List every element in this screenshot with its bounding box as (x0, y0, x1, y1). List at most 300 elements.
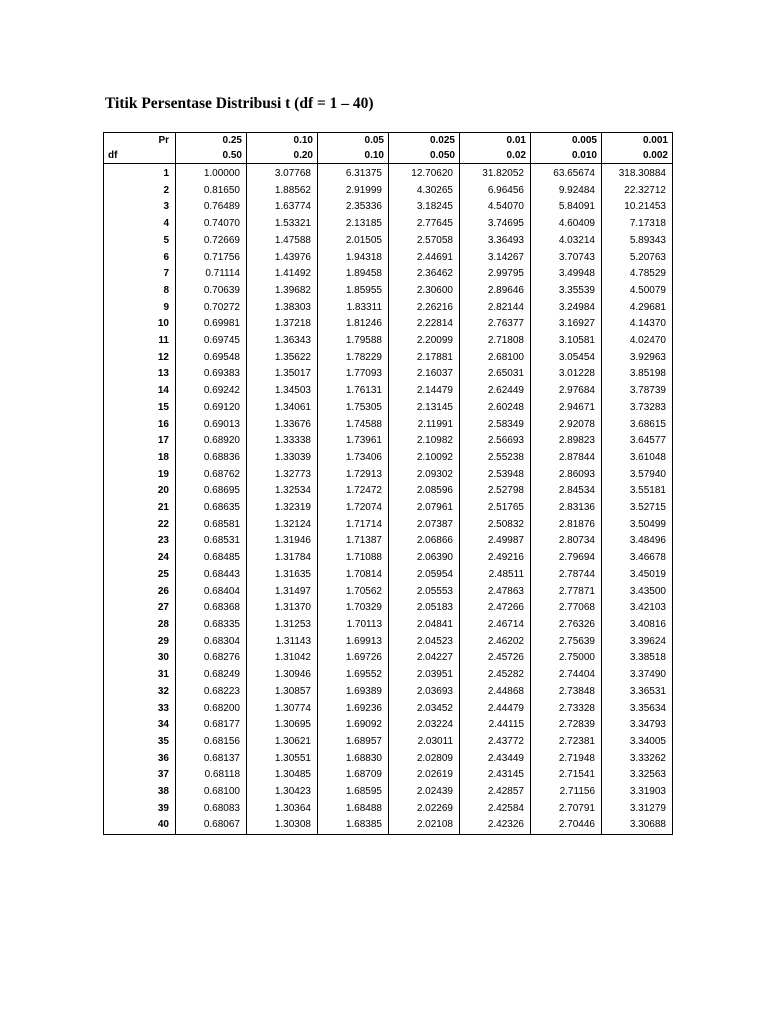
value-cell: 2.42584 (460, 801, 531, 818)
value-cell: 1.30551 (247, 751, 318, 768)
header-cell: 0.050 (389, 148, 460, 164)
value-cell: 3.24984 (531, 300, 602, 317)
value-cell: 3.64577 (602, 433, 673, 450)
df-cell: 38 (104, 784, 176, 801)
value-cell: 3.39624 (602, 634, 673, 651)
value-cell: 0.70272 (176, 300, 247, 317)
value-cell: 3.10581 (531, 333, 602, 350)
value-cell: 3.42103 (602, 600, 673, 617)
value-cell: 1.30857 (247, 684, 318, 701)
value-cell: 2.97684 (531, 383, 602, 400)
value-cell: 2.04523 (389, 634, 460, 651)
value-cell: 2.44479 (460, 701, 531, 718)
header-cell: 0.001 (602, 133, 673, 149)
value-cell: 2.74404 (531, 667, 602, 684)
value-cell: 10.21453 (602, 199, 673, 216)
value-cell: 31.82052 (460, 164, 531, 183)
value-cell: 2.77871 (531, 584, 602, 601)
value-cell: 2.75000 (531, 650, 602, 667)
value-cell: 1.31946 (247, 533, 318, 550)
value-cell: 1.33039 (247, 450, 318, 467)
value-cell: 0.69013 (176, 417, 247, 434)
value-cell: 2.47863 (460, 584, 531, 601)
value-cell: 2.83136 (531, 500, 602, 517)
value-cell: 2.20099 (389, 333, 460, 350)
table-row (104, 634, 673, 651)
df-cell: 10 (104, 316, 176, 333)
table-row (104, 400, 673, 417)
value-cell: 7.17318 (602, 216, 673, 233)
value-cell: 0.68920 (176, 433, 247, 450)
df-cell: 2 (104, 183, 176, 200)
value-cell: 4.60409 (531, 216, 602, 233)
value-cell: 2.06390 (389, 550, 460, 567)
value-cell: 3.45019 (602, 567, 673, 584)
table-row (104, 784, 673, 801)
df-cell: 6 (104, 250, 176, 267)
value-cell: 2.55238 (460, 450, 531, 467)
table-header (104, 133, 673, 164)
value-cell: 4.50079 (602, 283, 673, 300)
value-cell: 0.68137 (176, 751, 247, 768)
value-cell: 1.69913 (318, 634, 389, 651)
value-cell: 1.72472 (318, 483, 389, 500)
value-cell: 1.68595 (318, 784, 389, 801)
value-cell: 2.76326 (531, 617, 602, 634)
value-cell: 6.96456 (460, 183, 531, 200)
value-cell: 2.50832 (460, 517, 531, 534)
value-cell: 0.68304 (176, 634, 247, 651)
value-cell: 2.03224 (389, 717, 460, 734)
value-cell: 1.37218 (247, 316, 318, 333)
value-cell: 3.73283 (602, 400, 673, 417)
value-cell: 2.73848 (531, 684, 602, 701)
value-cell: 1.31497 (247, 584, 318, 601)
value-cell: 2.87844 (531, 450, 602, 467)
value-cell: 2.46202 (460, 634, 531, 651)
value-cell: 1.34061 (247, 400, 318, 417)
value-cell: 2.77645 (389, 216, 460, 233)
value-cell: 1.53321 (247, 216, 318, 233)
value-cell: 2.01505 (318, 233, 389, 250)
value-cell: 2.73328 (531, 701, 602, 718)
value-cell: 2.42326 (460, 817, 531, 834)
value-cell: 2.49987 (460, 533, 531, 550)
value-cell: 3.52715 (602, 500, 673, 517)
value-cell: 0.69383 (176, 366, 247, 383)
table-row (104, 467, 673, 484)
value-cell: 1.31635 (247, 567, 318, 584)
table-row (104, 316, 673, 333)
df-cell: 8 (104, 283, 176, 300)
header-cell: 0.25 (176, 133, 247, 149)
value-cell: 1.85955 (318, 283, 389, 300)
df-cell: 9 (104, 300, 176, 317)
value-cell: 2.43772 (460, 734, 531, 751)
df-cell: 35 (104, 734, 176, 751)
header-cell: 0.02 (460, 148, 531, 164)
value-cell: 2.75639 (531, 634, 602, 651)
df-cell: 26 (104, 584, 176, 601)
df-cell: 32 (104, 684, 176, 701)
table-row (104, 751, 673, 768)
value-cell: 1.89458 (318, 266, 389, 283)
df-cell: 27 (104, 600, 176, 617)
value-cell: 1.34503 (247, 383, 318, 400)
table-row (104, 567, 673, 584)
value-cell: 3.01228 (531, 366, 602, 383)
value-cell: 2.71948 (531, 751, 602, 768)
header-cell: 0.010 (531, 148, 602, 164)
value-cell: 3.49948 (531, 266, 602, 283)
value-cell: 2.81876 (531, 517, 602, 534)
value-cell: 0.68177 (176, 717, 247, 734)
value-cell: 3.55181 (602, 483, 673, 500)
value-cell: 5.89343 (602, 233, 673, 250)
value-cell: 3.37490 (602, 667, 673, 684)
df-cell: 24 (104, 550, 176, 567)
value-cell: 1.70113 (318, 617, 389, 634)
table-row (104, 266, 673, 283)
value-cell: 1.32124 (247, 517, 318, 534)
value-cell: 2.02809 (389, 751, 460, 768)
df-cell: 19 (104, 467, 176, 484)
value-cell: 1.32773 (247, 467, 318, 484)
value-cell: 3.36493 (460, 233, 531, 250)
df-cell: 14 (104, 383, 176, 400)
header-cell: 0.10 (318, 148, 389, 164)
value-cell: 1.30695 (247, 717, 318, 734)
value-cell: 0.71756 (176, 250, 247, 267)
value-cell: 2.07387 (389, 517, 460, 534)
value-cell: 0.74070 (176, 216, 247, 233)
value-cell: 3.34793 (602, 717, 673, 734)
table-row (104, 216, 673, 233)
table-row (104, 450, 673, 467)
value-cell: 2.05954 (389, 567, 460, 584)
df-cell: 21 (104, 500, 176, 517)
value-cell: 2.89823 (531, 433, 602, 450)
value-cell: 2.47266 (460, 600, 531, 617)
df-cell: 11 (104, 333, 176, 350)
table-row (104, 250, 673, 267)
table-row (104, 650, 673, 667)
table-row (104, 617, 673, 634)
value-cell: 2.08596 (389, 483, 460, 500)
value-cell: 1.31143 (247, 634, 318, 651)
value-cell: 5.84091 (531, 199, 602, 216)
table-row (104, 366, 673, 383)
value-cell: 1.75305 (318, 400, 389, 417)
value-cell: 0.69981 (176, 316, 247, 333)
value-cell: 1.30946 (247, 667, 318, 684)
value-cell: 4.30265 (389, 183, 460, 200)
value-cell: 0.68368 (176, 600, 247, 617)
table-row (104, 801, 673, 818)
value-cell: 1.38303 (247, 300, 318, 317)
value-cell: 22.32712 (602, 183, 673, 200)
value-cell: 318.30884 (602, 164, 673, 183)
value-cell: 1.70814 (318, 567, 389, 584)
value-cell: 1.31370 (247, 600, 318, 617)
table-row (104, 584, 673, 601)
value-cell: 3.33262 (602, 751, 673, 768)
value-cell: 2.43449 (460, 751, 531, 768)
df-cell: 17 (104, 433, 176, 450)
value-cell: 1.73406 (318, 450, 389, 467)
table-row (104, 817, 673, 834)
table-row (104, 717, 673, 734)
value-cell: 2.72839 (531, 717, 602, 734)
value-cell: 1.74588 (318, 417, 389, 434)
df-cell: 25 (104, 567, 176, 584)
value-cell: 3.31903 (602, 784, 673, 801)
value-cell: 2.10092 (389, 450, 460, 467)
df-cell: 39 (104, 801, 176, 818)
value-cell: 2.17881 (389, 350, 460, 367)
value-cell: 2.56693 (460, 433, 531, 450)
value-cell: 0.69745 (176, 333, 247, 350)
value-cell: 0.69120 (176, 400, 247, 417)
table-row (104, 164, 673, 183)
value-cell: 0.70639 (176, 283, 247, 300)
value-cell: 2.76377 (460, 316, 531, 333)
value-cell: 1.68957 (318, 734, 389, 751)
df-label: df (104, 148, 176, 164)
value-cell: 2.44868 (460, 684, 531, 701)
value-cell: 0.69242 (176, 383, 247, 400)
value-cell: 1.35017 (247, 366, 318, 383)
value-cell: 2.84534 (531, 483, 602, 500)
value-cell: 0.68156 (176, 734, 247, 751)
value-cell: 0.71114 (176, 266, 247, 283)
value-cell: 2.70446 (531, 817, 602, 834)
value-cell: 1.70562 (318, 584, 389, 601)
value-cell: 3.18245 (389, 199, 460, 216)
value-cell: 3.61048 (602, 450, 673, 467)
df-cell: 7 (104, 266, 176, 283)
header-cell: 0.50 (176, 148, 247, 164)
value-cell: 2.30600 (389, 283, 460, 300)
value-cell: 3.85198 (602, 366, 673, 383)
df-cell: 13 (104, 366, 176, 383)
value-cell: 2.80734 (531, 533, 602, 550)
value-cell: 2.52798 (460, 483, 531, 500)
value-cell: 1.35622 (247, 350, 318, 367)
df-cell: 40 (104, 817, 176, 834)
value-cell: 2.16037 (389, 366, 460, 383)
header-cell: 0.025 (389, 133, 460, 149)
value-cell: 6.31375 (318, 164, 389, 183)
table-row (104, 350, 673, 367)
table-row (104, 500, 673, 517)
table-row (104, 767, 673, 784)
df-cell: 12 (104, 350, 176, 367)
value-cell: 2.71541 (531, 767, 602, 784)
header-cell: 0.10 (247, 133, 318, 149)
df-cell: 20 (104, 483, 176, 500)
value-cell: 1.71714 (318, 517, 389, 534)
value-cell: 2.60248 (460, 400, 531, 417)
value-cell: 2.43145 (460, 767, 531, 784)
header-cell: 0.05 (318, 133, 389, 149)
value-cell: 2.72381 (531, 734, 602, 751)
df-cell: 23 (104, 533, 176, 550)
value-cell: 0.76489 (176, 199, 247, 216)
value-cell: 3.07768 (247, 164, 318, 183)
value-cell: 1.31253 (247, 617, 318, 634)
value-cell: 1.30308 (247, 817, 318, 834)
value-cell: 1.68488 (318, 801, 389, 818)
table-row (104, 300, 673, 317)
value-cell: 1.47588 (247, 233, 318, 250)
value-cell: 2.05183 (389, 600, 460, 617)
value-cell: 2.02439 (389, 784, 460, 801)
value-cell: 1.83311 (318, 300, 389, 317)
value-cell: 4.03214 (531, 233, 602, 250)
header-row-two-tailed (104, 148, 673, 164)
value-cell: 2.48511 (460, 567, 531, 584)
value-cell: 1.43976 (247, 250, 318, 267)
value-cell: 3.48496 (602, 533, 673, 550)
value-cell: 3.78739 (602, 383, 673, 400)
value-cell: 5.20763 (602, 250, 673, 267)
value-cell: 2.04227 (389, 650, 460, 667)
table-row (104, 183, 673, 200)
value-cell: 1.88562 (247, 183, 318, 200)
value-cell: 2.99795 (460, 266, 531, 283)
value-cell: 0.68443 (176, 567, 247, 584)
value-cell: 1.30774 (247, 701, 318, 718)
page-title: Titik Persentase Distribusi t (df = 1 – 40) (105, 95, 374, 112)
value-cell: 2.71156 (531, 784, 602, 801)
df-cell: 5 (104, 233, 176, 250)
value-cell: 2.09302 (389, 467, 460, 484)
header-cell: 0.01 (460, 133, 531, 149)
value-cell: 0.68404 (176, 584, 247, 601)
df-cell: 16 (104, 417, 176, 434)
header-cell: 0.002 (602, 148, 673, 164)
value-cell: 3.38518 (602, 650, 673, 667)
value-cell: 0.68635 (176, 500, 247, 517)
value-cell: 1.72913 (318, 467, 389, 484)
header-cell: 0.20 (247, 148, 318, 164)
value-cell: 2.51765 (460, 500, 531, 517)
table-body (104, 164, 673, 835)
value-cell: 2.03951 (389, 667, 460, 684)
value-cell: 4.14370 (602, 316, 673, 333)
value-cell: 0.68485 (176, 550, 247, 567)
value-cell: 3.35634 (602, 701, 673, 718)
value-cell: 3.46678 (602, 550, 673, 567)
t-distribution-table (103, 132, 673, 835)
value-cell: 3.34005 (602, 734, 673, 751)
value-cell: 4.02470 (602, 333, 673, 350)
header-cell: 0.005 (531, 133, 602, 149)
table-row (104, 667, 673, 684)
value-cell: 3.14267 (460, 250, 531, 267)
value-cell: 1.69236 (318, 701, 389, 718)
value-cell: 2.13185 (318, 216, 389, 233)
value-cell: 12.70620 (389, 164, 460, 183)
value-cell: 1.94318 (318, 250, 389, 267)
value-cell: 2.07961 (389, 500, 460, 517)
value-cell: 0.72669 (176, 233, 247, 250)
value-cell: 2.05553 (389, 584, 460, 601)
table-row (104, 701, 673, 718)
header-row-one-tailed (104, 133, 673, 149)
value-cell: 2.35336 (318, 199, 389, 216)
value-cell: 0.68249 (176, 667, 247, 684)
value-cell: 1.68709 (318, 767, 389, 784)
value-cell: 3.30688 (602, 817, 673, 834)
value-cell: 1.31042 (247, 650, 318, 667)
value-cell: 2.70791 (531, 801, 602, 818)
table-row (104, 433, 673, 450)
value-cell: 1.30621 (247, 734, 318, 751)
value-cell: 1.33676 (247, 417, 318, 434)
value-cell: 1.79588 (318, 333, 389, 350)
value-cell: 2.45726 (460, 650, 531, 667)
value-cell: 2.36462 (389, 266, 460, 283)
value-cell: 0.68335 (176, 617, 247, 634)
value-cell: 1.30364 (247, 801, 318, 818)
value-cell: 2.94671 (531, 400, 602, 417)
table-row (104, 199, 673, 216)
value-cell: 1.81246 (318, 316, 389, 333)
value-cell: 2.89646 (460, 283, 531, 300)
df-cell: 3 (104, 199, 176, 216)
value-cell: 0.68067 (176, 817, 247, 834)
value-cell: 1.76131 (318, 383, 389, 400)
value-cell: 2.49216 (460, 550, 531, 567)
value-cell: 0.68695 (176, 483, 247, 500)
df-cell: 4 (104, 216, 176, 233)
value-cell: 3.68615 (602, 417, 673, 434)
value-cell: 0.68083 (176, 801, 247, 818)
value-cell: 0.68836 (176, 450, 247, 467)
value-cell: 0.69548 (176, 350, 247, 367)
value-cell: 2.22814 (389, 316, 460, 333)
table-row (104, 333, 673, 350)
value-cell: 2.11991 (389, 417, 460, 434)
value-cell: 0.68581 (176, 517, 247, 534)
value-cell: 2.86093 (531, 467, 602, 484)
value-cell: 0.68276 (176, 650, 247, 667)
df-cell: 28 (104, 617, 176, 634)
value-cell: 0.68531 (176, 533, 247, 550)
value-cell: 1.30485 (247, 767, 318, 784)
value-cell: 2.44691 (389, 250, 460, 267)
value-cell: 2.62449 (460, 383, 531, 400)
value-cell: 1.36343 (247, 333, 318, 350)
df-cell: 34 (104, 717, 176, 734)
value-cell: 1.70329 (318, 600, 389, 617)
table-row (104, 600, 673, 617)
value-cell: 2.82144 (460, 300, 531, 317)
value-cell: 2.68100 (460, 350, 531, 367)
value-cell: 2.78744 (531, 567, 602, 584)
df-cell: 36 (104, 751, 176, 768)
value-cell: 2.03452 (389, 701, 460, 718)
value-cell: 4.78529 (602, 266, 673, 283)
table-row (104, 383, 673, 400)
value-cell: 1.78229 (318, 350, 389, 367)
value-cell: 1.31784 (247, 550, 318, 567)
table-row (104, 233, 673, 250)
value-cell: 3.40816 (602, 617, 673, 634)
value-cell: 2.04841 (389, 617, 460, 634)
